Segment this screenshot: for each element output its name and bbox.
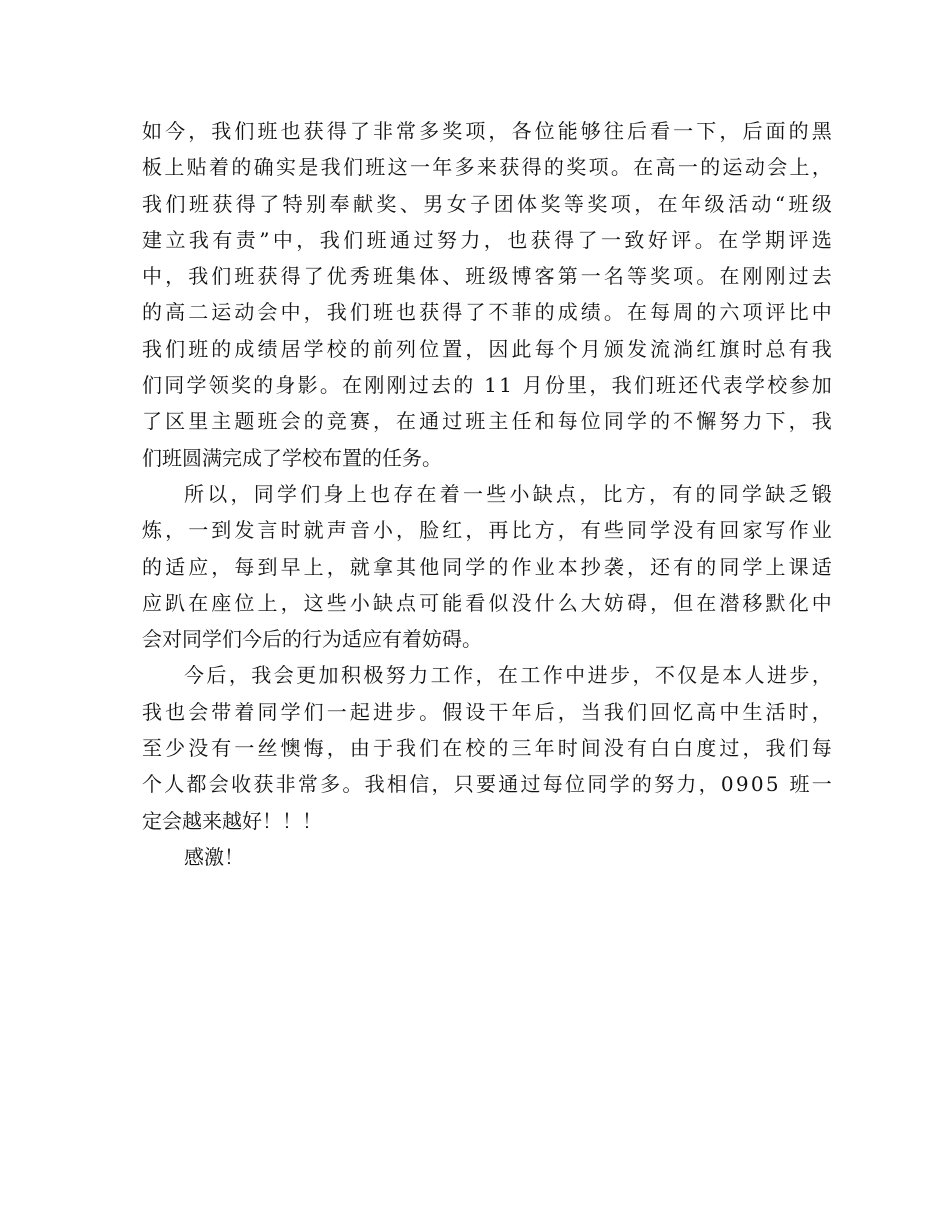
- text-line: 应 趴 在 座 位 上 ， 这 些 小 缺 点 可 能 看 似 没 什 么 大 妨 碍 ， 但 在 潜 移 默 化 中: [142, 590, 832, 615]
- text-line: 如 今 ， 我 们 班 也 获 得 了 非 常 多 奖 项 ， 各 位 能 够 往 后 看 一 下 ， 后 面 的 黑: [142, 119, 832, 143]
- paragraph: [142, 113, 832, 476]
- text-line: 至 少 没 有 一 丝 懊 悔 ， 由 于 我 们 在 校 的 三 年 时 间 没 有 白 白 度 过 ， 我 们 每: [142, 736, 832, 761]
- paragraph: [142, 476, 832, 657]
- text-line: 们班圆满完成了学校布置的任务。: [142, 445, 442, 470]
- text-line: 了 区 里 主 题 班 会 的 竞 赛 ， 在 通 过 班 主 任 和 每 位 同 学 的 不 懈 努 力 下 ， 我: [142, 409, 832, 434]
- text-line: 板 上 贴 着 的 确 实 是 我 们 班 这 一 年 多 来 获 得 的 奖 项 。 在 高 一 的 运 动 会 上 ，: [142, 155, 832, 180]
- text-line: 中 ， 我 们 班 获 得 了 优 秀 班 集 体 、 班 级 博 客 第 一 名 等 奖 项 。 在 刚 刚 过 去: [142, 264, 832, 289]
- text-line: 我 们 班 获 得 了 特 别 奉 献 奖 、 男 女 子 团 体 奖 等 奖 项 ， 在 年 级 活 动 “ 班 级: [142, 191, 832, 216]
- paragraph: [142, 839, 832, 875]
- text-line: 会对同学们今后的行为适应有着妨碍。: [142, 627, 482, 652]
- text-line: 的 适 应 ， 每 到 早 上 ， 就 拿 其 他 同 学 的 作 业 本 抄 袭 ， 还 有 的 同 学 上 课 适: [142, 554, 832, 579]
- text-line: 感激！: [184, 844, 244, 869]
- text-line: 的 高 二 运 动 会 中 ， 我 们 班 也 获 得 了 不 菲 的 成 绩 。 在 每 周 的 六 项 评 比 中: [142, 300, 832, 325]
- text-line: 炼 ， 一 到 发 言 时 就 声 音 小 ， 脸 红 ， 再 比 方 ， 有 些 同 学 没 有 回 家 写 作 业: [142, 518, 832, 543]
- text-line: 我 也 会 带 着 同 学 们 一 起 进 步 。 假 设 干 年 后 ， 当 我 们 回 忆 高 中 生 活 时 ，: [142, 699, 832, 724]
- text-line: 今 后 ， 我 会 更 加 积 极 努 力 工 作 ， 在 工 作 中 进 步 ， 不 仅 是 本 人 进 步 ，: [184, 663, 832, 688]
- text-line: 个 人 都 会 收 获 非 常 多 。 我 相 信 ， 只 要 通 过 每 位 同 学 的 努 力 ， 0 9 0 5 班 一: [142, 772, 832, 797]
- text-line: 我 们 班 的 成 绩 居 学 校 的 前 列 位 置 ， 因 此 每 个 月 颁 发 流 淌 红 旗 时 总 有 我: [142, 336, 832, 361]
- document-body: [142, 113, 832, 875]
- text-line: 们 同 学 领 奖 的 身 影 。 在 刚 刚 过 去 的 1 1 月 份 里 ， 我 们 班 还 代 表 学 校 参 加: [142, 373, 832, 398]
- paragraph: [142, 657, 832, 838]
- text-line: 建 立 我 有 责 ” 中 ， 我 们 班 通 过 努 力 ， 也 获 得 了 一 致 好 评 。 在 学 期 评 选: [142, 227, 832, 252]
- text-line: 所 以 ， 同 学 们 身 上 也 存 在 着 一 些 小 缺 点 ， 比 方 ， 有 的 同 学 缺 乏 锻: [184, 481, 832, 506]
- text-line: 定会越来越好！！！: [142, 808, 322, 833]
